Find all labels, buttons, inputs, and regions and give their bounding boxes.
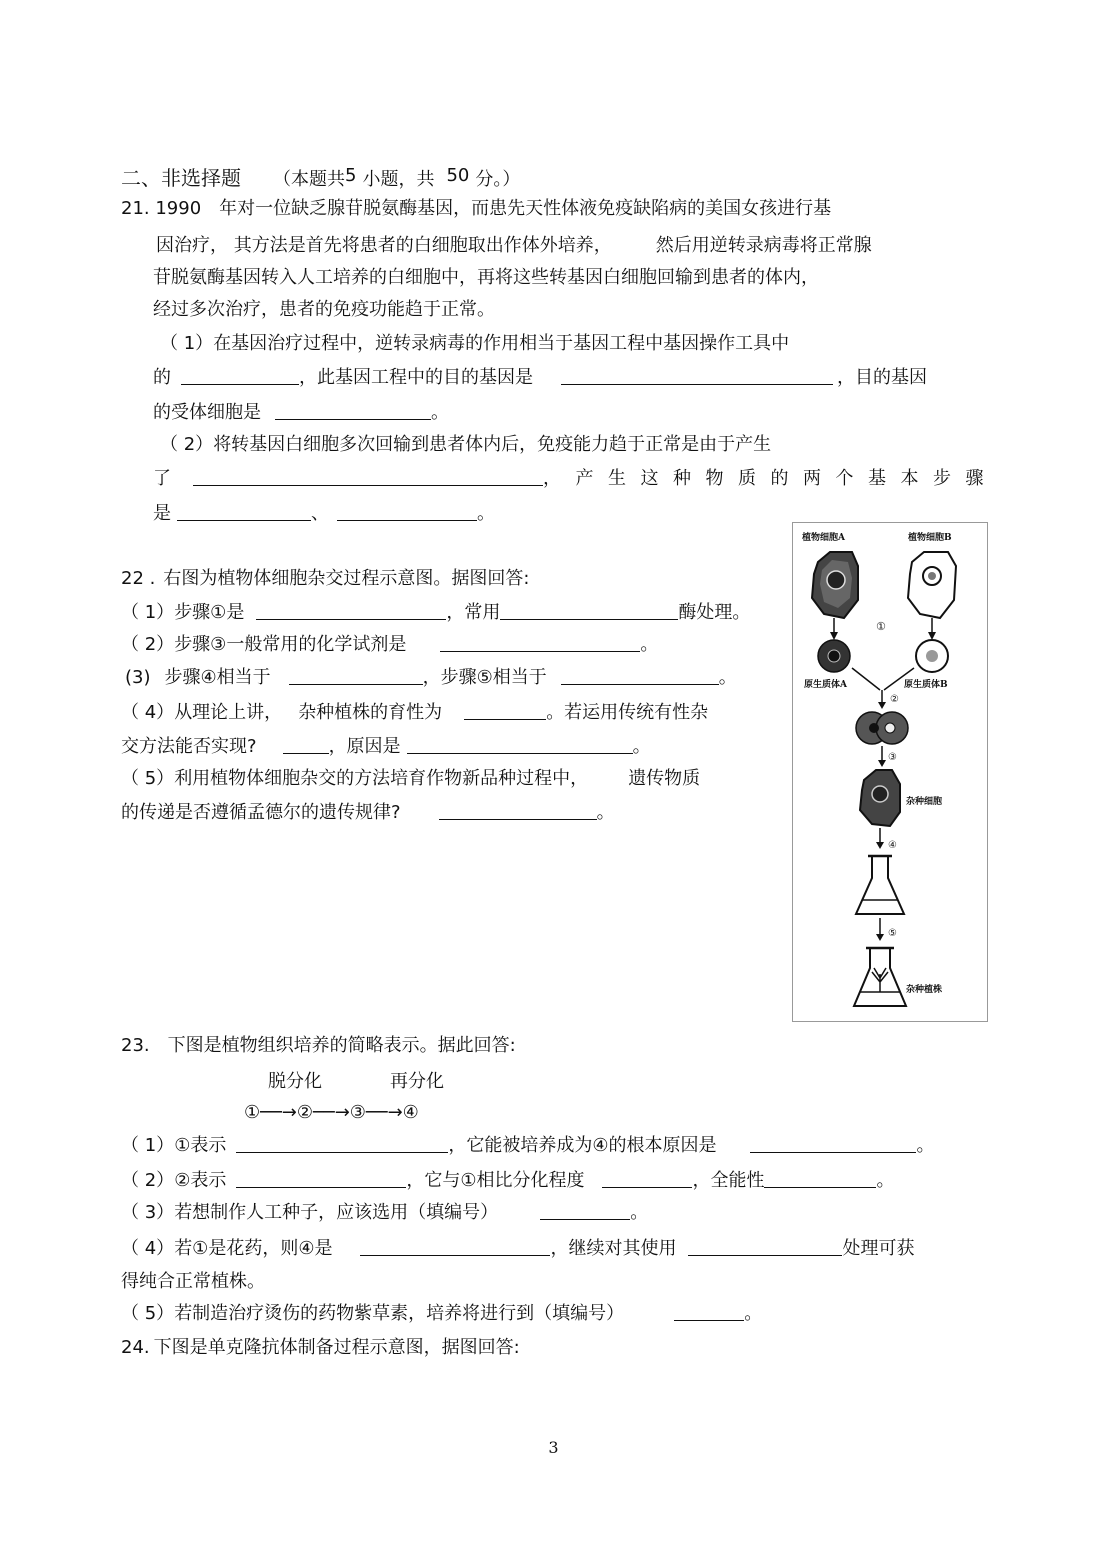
step4-marker: ④ <box>888 840 897 851</box>
q23-p1 <box>121 1134 934 1158</box>
q23-p4-number: （ 4） <box>121 1238 175 1259</box>
q22-blank-possible[interactable] <box>283 735 329 754</box>
q21-stem-2b: 然后用逆转录病毒将正常腺 <box>655 235 872 256</box>
q22-p5-line1 <box>121 767 700 791</box>
q22-p4-number: （ 4） <box>121 702 175 723</box>
q22-blank-step5[interactable] <box>561 666 719 685</box>
q23-p4-text-b: ，继续对其使用 <box>550 1238 677 1259</box>
page-number: 3 <box>548 1438 559 1457</box>
q21-p2-line1 <box>160 433 771 457</box>
label-cell-b: 植物细胞B <box>908 533 952 543</box>
q22-blank-mendel[interactable] <box>439 801 597 820</box>
q22-blank-fertility[interactable] <box>464 701 546 720</box>
label-protoplast-a: 原生质体A <box>804 680 847 690</box>
q23-p2-text-b: ，它与①相比分化程度 <box>406 1170 585 1191</box>
q22-p1-number: （ 1） <box>121 602 175 623</box>
q23-blank-5[interactable] <box>674 1302 744 1321</box>
q22-p2-text-a: 步骤③一般常用的化学试剂是 <box>174 634 407 655</box>
q23-number: 23. <box>121 1035 150 1056</box>
q22-blank-reason[interactable] <box>407 735 633 754</box>
q22-p4-text-f: 。 <box>632 736 651 757</box>
q23-p4-text-c: 处理可获 <box>842 1238 915 1259</box>
q21-p1-text-e: 。 <box>431 402 449 423</box>
q23-p5-number: （ 5） <box>121 1303 175 1324</box>
q22-p3-text-a: 步骤④相当于 <box>164 667 271 688</box>
q21-p2-text-b: ，产生这种物质的两个基本步骤 <box>543 468 998 489</box>
section-title: 二、非选择题 <box>121 166 241 190</box>
q21-line2 <box>156 234 872 258</box>
q23-p2-text-a: ②表示 <box>174 1170 227 1191</box>
q22-p3-text-b: ，步骤⑤相当于 <box>422 667 547 688</box>
q22-stem <box>121 567 529 591</box>
q23-p5-text-a: 若制造治疗烫伤的药物紫草素，培养将进行到（填编号） <box>174 1303 625 1324</box>
q23-blank-differentiation[interactable] <box>602 1169 692 1188</box>
q23-blank-treatment[interactable] <box>688 1237 842 1256</box>
q21-blank-substance[interactable] <box>193 467 543 486</box>
q21-p1-text-c: ，目的基因 <box>837 367 927 388</box>
q23-stem <box>121 1034 516 1058</box>
q21-p1-text: 在基因治疗过程中，逆转录病毒的作用相当于基因工程中基因操作工具中 <box>213 333 790 354</box>
q22-blank-reagent[interactable] <box>440 633 640 652</box>
q22-p5-number: （ 5） <box>121 768 175 789</box>
q21-blank-recipient-cell[interactable] <box>275 401 431 420</box>
q21-stem-4: 经过多次治疗，患者的免疫功能趋于正常。 <box>153 299 495 320</box>
q24-stem <box>121 1336 520 1360</box>
step1-marker: ① <box>876 620 886 633</box>
q23-p4-text-d: 得纯合正常植株。 <box>121 1271 265 1292</box>
q22-p1-text-b: ，常用 <box>446 602 501 623</box>
step5-marker: ⑤ <box>888 928 897 939</box>
q22-stem-text: 右图为植物体细胞杂交过程示意图。据图回答: <box>163 568 530 589</box>
section-header <box>121 166 520 192</box>
q22-p4-text-d: 交方法能否实现? <box>121 736 257 757</box>
q22-p5-text-b: 遗传物质 <box>628 768 701 789</box>
q23-flow <box>244 1101 419 1125</box>
hybrid-cell <box>860 770 900 826</box>
q23-blank-totipotency[interactable] <box>764 1169 876 1188</box>
label-hybrid-plant: 杂种植株 <box>906 985 943 995</box>
q23-p3-number: （ 3） <box>121 1202 175 1223</box>
q23-p1-text-a: ①表示 <box>174 1135 227 1156</box>
q22-p4-line2 <box>121 735 651 759</box>
q22-p2 <box>121 633 658 657</box>
q21-stem-2a: 因治疗， 其方法是首先将患者的白细胞取出作体外培养， <box>156 235 612 256</box>
q22-p5-line2 <box>121 801 615 825</box>
q22-p5-text-d: 。 <box>596 802 615 823</box>
q22-p4-text-a: 从理论上讲， <box>174 702 283 723</box>
q21-p1-line3 <box>153 401 449 425</box>
q21-p2-text-c: 是 <box>153 503 171 524</box>
q21-p1-text-a: 的 <box>153 367 171 388</box>
q23-p2 <box>121 1169 894 1193</box>
somatic-hybridization-diagram <box>792 522 988 1022</box>
label-protoplast-b: 原生质体B <box>904 680 948 690</box>
section-score: 50 <box>446 165 470 186</box>
section-note-prefix: （本题共 <box>273 169 345 190</box>
q22-p1 <box>121 601 750 625</box>
step2-marker: ② <box>890 694 899 705</box>
section-note-suffix: 分。） <box>475 169 521 190</box>
q21-blank-step1[interactable] <box>177 502 311 521</box>
q21-p2-line3 <box>153 502 495 526</box>
tissue-culture-flow: ①──→②──→③──→④ <box>244 1102 419 1123</box>
q23-p3-text-b: 。 <box>630 1202 649 1223</box>
q22-p4-text-e: ，原因是 <box>328 736 401 757</box>
q21-line3 <box>153 266 819 290</box>
label-redifferentiation: 再分化 <box>390 1071 444 1092</box>
q23-blank-3[interactable] <box>540 1201 630 1220</box>
q23-p4-text-a: 若①是花药，则④是 <box>174 1238 333 1259</box>
q21-p1-line2 <box>153 366 927 390</box>
q21-stem-3: 苷脱氨酶基因转入人工培养的白细胞中，再将这些转基因白细胞回输到患者的体内， <box>153 267 819 288</box>
q24-stem-text: 下图是单克隆抗体制备过程示意图，据图回答: <box>153 1337 520 1358</box>
q23-p4-line1 <box>121 1237 914 1261</box>
fusing-protoplasts <box>856 712 908 744</box>
q21-p1-number: （ 1） <box>160 333 214 354</box>
q23-p1-text-c: 。 <box>916 1135 935 1156</box>
q21-blank-target-gene[interactable] <box>561 366 833 385</box>
q23-blank-2[interactable] <box>236 1169 406 1188</box>
q21-blank-step2[interactable] <box>337 502 477 521</box>
q23-blank-reason[interactable] <box>750 1134 916 1153</box>
q22-p3-text-c: 。 <box>718 667 737 688</box>
q23-p1-text-b: ，它能被培养成为④的根本原因是 <box>448 1135 717 1156</box>
section-question-count: 5 <box>345 165 357 186</box>
q22-p4-text-c: 。若运用传统有性杂 <box>546 702 709 723</box>
q22-blank-step1[interactable] <box>256 601 446 620</box>
label-hybrid-cell: 杂种细胞 <box>906 797 943 807</box>
q21-p2-number: （ 2） <box>160 434 214 455</box>
q22-p1-text-c: 酶处理。 <box>678 602 751 623</box>
q23-blank-1[interactable] <box>236 1134 448 1153</box>
q22-p5-text-a: 利用植物体细胞杂交的方法培育作物新品种过程中， <box>174 768 589 789</box>
q23-p2-number: （ 2） <box>121 1170 175 1191</box>
plant-cell-a <box>812 552 858 618</box>
q21-p1-text-d: 的受体细胞是 <box>153 402 261 423</box>
q21-line1 <box>121 197 831 221</box>
q22-blank-step4[interactable] <box>289 666 423 685</box>
q23-blank-4[interactable] <box>360 1237 550 1256</box>
q21-line4 <box>153 298 495 322</box>
q23-flow-labels <box>268 1070 444 1094</box>
q22-p5-text-c: 的传递是否遵循孟德尔的遗传规律? <box>121 802 401 823</box>
q22-p2-text-b: 。 <box>640 634 659 655</box>
q21-blank-tool[interactable] <box>181 366 299 385</box>
q21-p2-text-d: 、 <box>311 503 329 524</box>
q22-p4-text-b: 杂种植株的育性为 <box>298 702 443 723</box>
q22-p1-text-a: 步骤①是 <box>174 602 245 623</box>
q22-p3 <box>125 666 737 690</box>
q23-p5-text-b: 。 <box>744 1303 763 1324</box>
label-cell-a: 植物细胞A <box>802 533 845 543</box>
q22-p3-number: (3) <box>125 667 151 688</box>
q23-p5 <box>121 1302 762 1326</box>
q24-number: 24. <box>121 1337 150 1358</box>
q23-p4-line2 <box>121 1270 265 1294</box>
q23-p2-text-c: ，全能性 <box>692 1170 765 1191</box>
q23-p1-number: （ 1） <box>121 1135 175 1156</box>
q21-p2-text: 将转基因白细胞多次回输到患者体内后，免疫能力趋于正常是由于产生 <box>213 434 772 455</box>
q21-stem-1: 年对一位缺乏腺苷脱氨酶基因，而患先天性体液免疫缺陷病的美国女孩进行基 <box>219 198 832 219</box>
q21-p2-line2 <box>153 467 998 491</box>
q21-p2-text-a: 了 <box>153 468 171 489</box>
q22-blank-enzyme[interactable] <box>500 601 678 620</box>
q21-p1-text-b: ，此基因工程中的目的基因是 <box>299 367 533 388</box>
q22-p2-number: （ 2） <box>121 634 175 655</box>
q23-stem-text: 下图是植物组织培养的简略表示。据此回答: <box>167 1035 516 1056</box>
q23-p3 <box>121 1201 648 1225</box>
section-note-mid: 小题，共 <box>362 169 435 190</box>
q23-p2-text-d: 。 <box>876 1170 895 1191</box>
q22-p4-line1 <box>121 701 708 725</box>
plant-cell-b <box>908 552 956 618</box>
label-dedifferentiation: 脱分化 <box>268 1071 322 1092</box>
q21-p2-text-e: 。 <box>477 503 495 524</box>
step3-marker: ③ <box>888 752 897 763</box>
q23-p3-text-a: 若想制作人工种子，应该选用（填编号） <box>174 1202 499 1223</box>
q21-p1-line1 <box>160 332 789 356</box>
q21-number: 21. 1990 <box>121 198 202 219</box>
q22-number: 22 . <box>121 568 156 589</box>
